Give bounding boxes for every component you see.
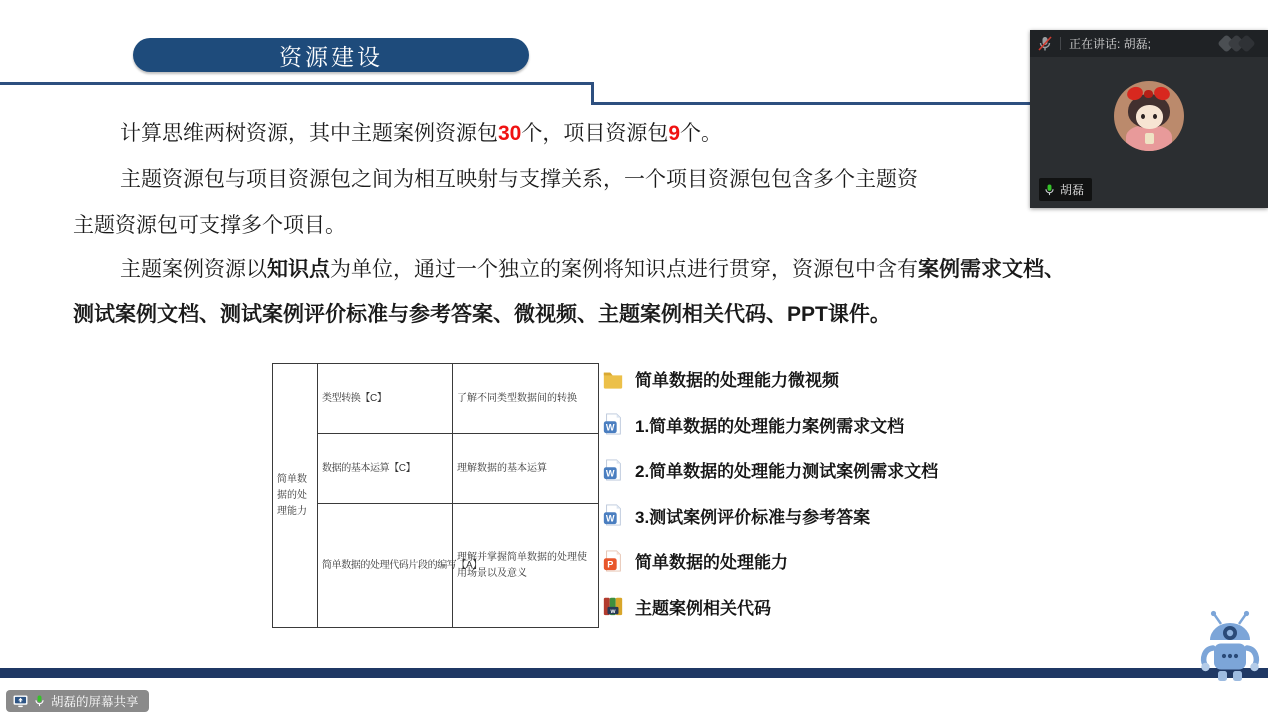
screen-share-icon <box>13 695 28 708</box>
knowledge-point-table <box>272 363 599 628</box>
participant-video-tile[interactable] <box>1030 57 1268 208</box>
meeting-participant-window[interactable] <box>1030 30 1268 208</box>
list-item <box>602 493 938 539</box>
slide-footer-bar <box>0 668 1268 678</box>
screen-share-status-badge[interactable] <box>6 690 149 712</box>
para1-count-theme: 30 <box>498 122 522 145</box>
table-cell-group: 简单数据的处理能力 <box>273 364 318 628</box>
word-file-icon <box>602 504 624 526</box>
svg-text:W: W <box>605 422 615 433</box>
list-item <box>602 447 938 493</box>
table-cell-point: 简单数据的处理代码片段的编写【A】 <box>318 504 453 628</box>
resource-label: 1.简单数据的处理能力案例需求文档 <box>635 416 905 436</box>
accent-line-left <box>0 82 594 85</box>
header-divider <box>1060 37 1061 50</box>
table-cell-point: 数据的基本运算【C】 <box>318 434 453 504</box>
microphone-active-icon <box>34 694 45 708</box>
participant-name-badge <box>1039 178 1092 201</box>
paragraph-2-line-2 <box>73 209 346 239</box>
para1-text: 个。 <box>680 122 723 145</box>
svg-text:P: P <box>607 559 614 570</box>
word-file-icon <box>602 459 624 481</box>
table-cell-desc: 理解数据的基本运算 <box>453 434 599 504</box>
svg-text:w: w <box>610 608 616 616</box>
table-cell-desc: 理解并掌握简单数据的处理使用场景以及意义 <box>453 504 599 628</box>
ppt-file-icon <box>602 550 624 572</box>
para1-text: 个，项目资源包 <box>521 122 669 145</box>
paragraph-2-line-1 <box>120 163 918 193</box>
para1-count-project: 9 <box>668 122 681 145</box>
para3-text: 为单位，通过一个独立的案例将知识点进行贯穿，资源包中含有 <box>330 258 918 281</box>
list-item <box>602 538 938 584</box>
resource-list <box>602 356 938 629</box>
word-file-icon <box>602 413 624 435</box>
list-item <box>602 584 938 630</box>
table-cell-point: 类型转换【C】 <box>318 364 453 434</box>
paragraph-1-line-1 <box>120 117 722 147</box>
share-status-label: 胡磊的屏幕共享 <box>51 695 139 709</box>
avatar <box>1114 81 1184 151</box>
slide-title: 资源建设 <box>279 43 383 70</box>
meeting-app-logo-icon <box>1216 33 1260 55</box>
svg-text:W: W <box>605 468 615 479</box>
svg-text:W: W <box>605 513 615 524</box>
resource-label: 3.测试案例评价标准与参考答案 <box>635 507 871 527</box>
resource-label: 简单数据的处理能力 <box>635 553 788 573</box>
resource-label: 2.简单数据的处理能力测试案例需求文档 <box>635 462 939 482</box>
slide-title-banner <box>133 38 529 72</box>
paragraph-3-line-2 <box>73 298 891 328</box>
rar-archive-icon <box>602 595 624 617</box>
table-cell-desc: 了解不同类型数据间的转换 <box>453 364 599 434</box>
speaking-status-label: 正在讲话: 胡磊; <box>1069 37 1152 51</box>
para2-text: 主题资源包与项目资源包之间为相互映射与支撑关系，一个项目资源包包含多个主题资 <box>120 168 918 191</box>
para3-doc-list: 测试案例文档、测试案例评价标准与参考答案、微视频、主题案例相关代码、PPT课件。 <box>73 303 891 326</box>
resource-label: 主题案例相关代码 <box>635 598 771 618</box>
list-item <box>602 402 938 448</box>
microphone-muted-icon <box>1038 36 1052 52</box>
para3-keyword: 知识点 <box>267 258 330 281</box>
paragraph-3-line-1 <box>120 253 1065 283</box>
participant-name: 胡磊 <box>1060 183 1085 197</box>
para3-text: 主题案例资源以 <box>120 258 267 281</box>
meeting-window-header[interactable] <box>1030 30 1268 57</box>
para3-doc-type: 案例需求文档、 <box>918 258 1065 281</box>
para1-text: 计算思维两树资源，其中主题案例资源包 <box>120 122 498 145</box>
microphone-active-icon <box>1044 183 1055 197</box>
para2-text: 主题资源包可支撑多个项目。 <box>73 214 346 237</box>
robot-mascot-icon <box>1199 610 1261 686</box>
resource-label: 简单数据的处理能力微视频 <box>635 371 839 391</box>
folder-icon <box>602 368 624 390</box>
list-item <box>602 356 938 402</box>
